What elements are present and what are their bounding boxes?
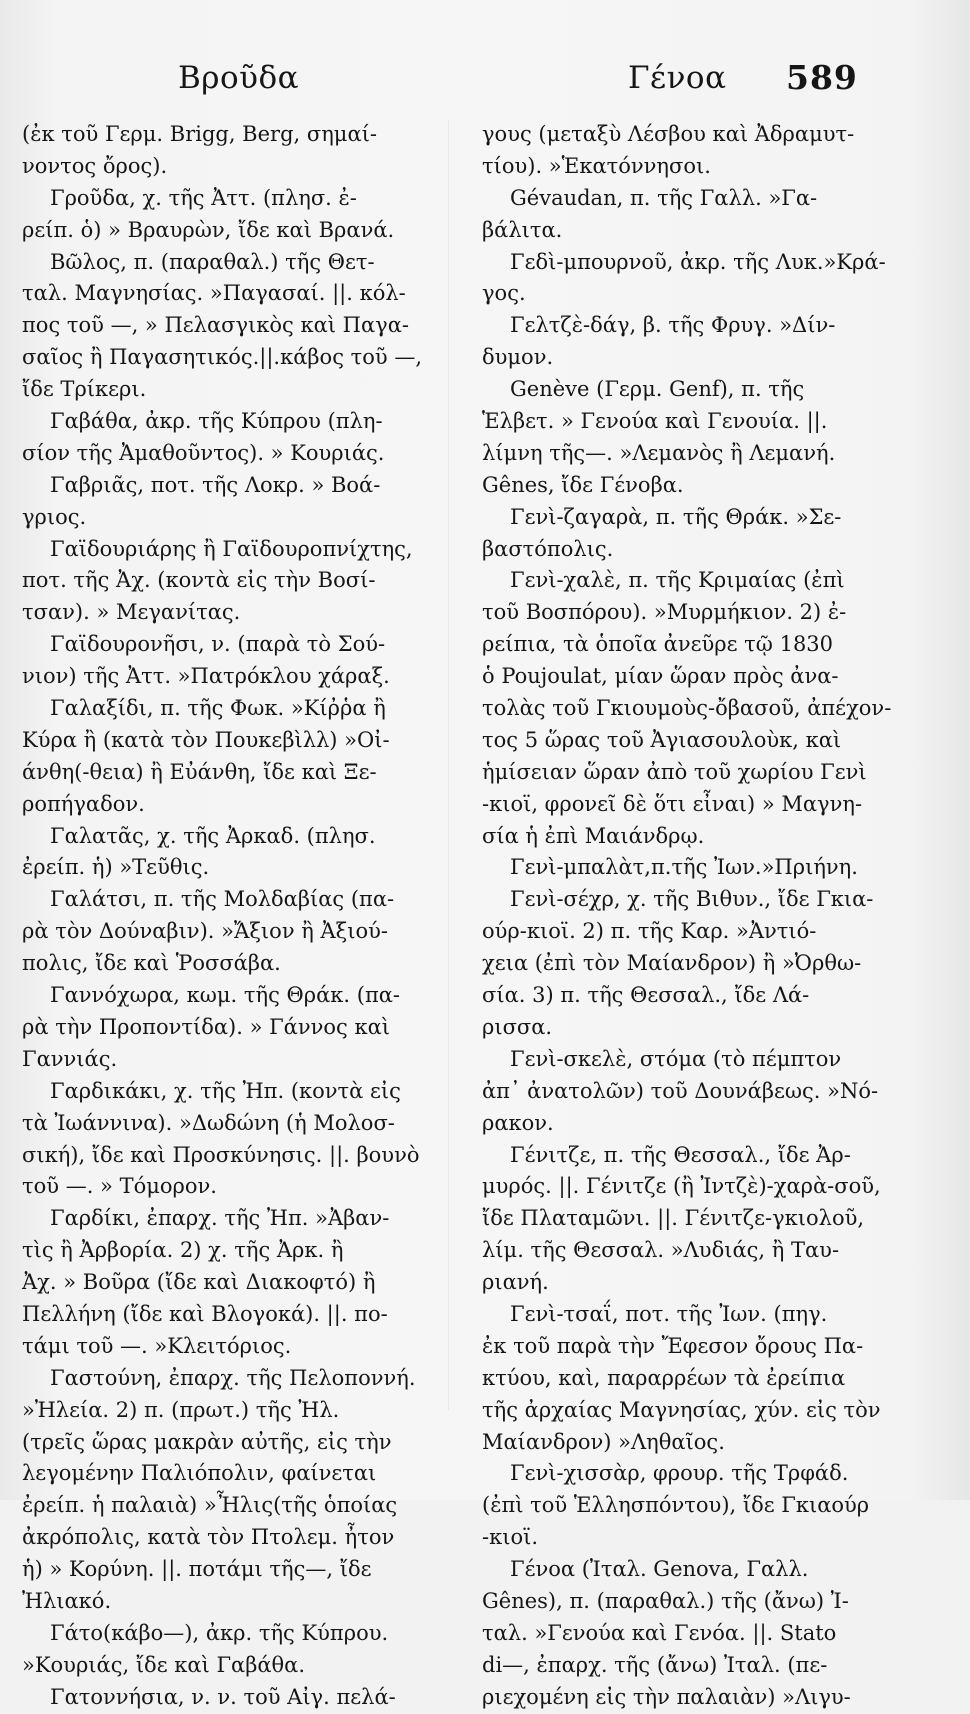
text-line: γος. (482, 281, 526, 306)
text-line: »Κουριάς, ἴδε καὶ Γαβάθα. (22, 1652, 306, 1677)
text-line: Γαρδίκι, ἐπαρχ. τῆς Ἠπ. »Ἀβαν- (50, 1206, 390, 1231)
text-line: Γενὶ-χαλὲ, π. τῆς Κριμαίας (ἐπὶ (510, 568, 845, 593)
text-line: γριος. (22, 504, 87, 529)
text-line: ἀκρόπολις, κατὰ τὸν Πτολεμ. ἦτον (22, 1525, 395, 1550)
text-line: Γαλάτσι, π. τῆς Μολδαβίας (πα- (50, 887, 395, 912)
text-line: Gévaudan, π. τῆς Γαλλ. »Γα- (510, 185, 818, 210)
right-text-column (482, 119, 902, 1714)
text-line: ἡμίσειαν ὥραν ἀπὸ τοῦ χωρίου Γενὶ (482, 759, 867, 784)
text-line: Γενὶ-τσαΐ, ποτ. τῆς Ἰων. (πηγ. (510, 1301, 828, 1326)
left-text-column (22, 119, 432, 1714)
text-line: λίμ. τῆς Θεσσαλ. »Λυδιάς, ἢ Ταυ- (482, 1238, 840, 1263)
text-line: πολις, ἴδε καὶ Ῥοσσάβα. (22, 951, 281, 976)
text-line: Γάτο(κάβο—), ἀκρ. τῆς Κύπρου. (50, 1620, 389, 1645)
text-line: (τρεῖς ὥρας μακρὰν αὐτῆς, εἰς τὴν (22, 1429, 392, 1454)
text-line: ριεχομένη εἰς τὴν παλαιὰν) »Λιγυ- (482, 1684, 851, 1709)
text-line: Γαϊδουριάρης ἢ Γαϊδουροπνίχτης, (50, 536, 413, 561)
text-line: Γένιτζε, π. τῆς Θεσσαλ., ἴδε Ἀρ- (510, 1142, 851, 1167)
text-line: μυρός. ||. Γένιτζε (ἢ Ἰντζὲ)-χαρὰ-σοῦ, (482, 1174, 881, 1199)
text-line: ταλ. »Γενούα καὶ Γενόα. ||. Stato (482, 1620, 837, 1645)
text-line: Γροῦδα, χ. τῆς Ἀττ. (πλησ. ἐ- (50, 185, 357, 210)
text-line: Γαβριᾶς, ποτ. τῆς Λοκρ. » Βοά- (50, 472, 381, 497)
text-line: Γενὶ-ζαγαρὰ, π. τῆς Θράκ. »Σε- (510, 504, 842, 529)
text-line: Γένοα (Ἰταλ. Genova, Γαλλ. (510, 1557, 809, 1582)
text-line: γους (μεταξὺ Λέσβου καὶ Ἀδραμυτ- (482, 122, 855, 146)
text-line: λεγομένην Παλιόπολιν, φαίνεται (22, 1461, 377, 1486)
text-line: σία. 3) π. τῆς Θεσσαλ., ἴδε Λά- (482, 983, 810, 1008)
header-left-word: Βροῦδα (178, 60, 300, 96)
text-line: Γαβάθα, ἀκρ. τῆς Κύπρου (πλη- (50, 409, 383, 434)
text-line: ἀπ᾿ ἀνατολῶν) τοῦ Δουνάβεως. »Νό- (482, 1078, 879, 1103)
text-line: ούρ-κιοϊ. 2) π. τῆς Καρ. »Ἀντιό- (482, 919, 817, 944)
text-line: Γενὶ-σκελὲ, στόμα (τὸ πέμπτον (510, 1046, 842, 1071)
text-line: ρισσα. (482, 1014, 553, 1039)
text-line: »Ἠλεία. 2) π. (πρωτ.) τῆς Ἠλ. (22, 1397, 340, 1422)
text-line: ρακον. (482, 1110, 554, 1135)
text-line: ρείπ. ὁ) » Βραυρὼν, ἴδε καὶ Βρανά. (22, 217, 395, 242)
text-line: τοῦ Βοσπόρου). »Μυρμήκιον. 2) ἐ- (482, 600, 847, 625)
text-line: Μαίανδρον) »Ληθαῖος. (482, 1429, 725, 1454)
text-line: ριανή. (482, 1270, 549, 1295)
text-line: Γαννόχωρα, κωμ. τῆς Θράκ. (πα- (50, 983, 401, 1008)
text-line: τίου). »Ἑκατόννησοι. (482, 153, 711, 178)
text-line: σική), ἴδε καὶ Προσκύνησις. ||. βουνὸ (22, 1142, 420, 1167)
text-line: Genève (Γερμ. Genf), π. τῆς (510, 377, 805, 402)
text-line: Gênes, ἴδε Γένοβα. (482, 472, 684, 497)
text-line: Γαλατᾶς, χ. τῆς Ἀρκαδ. (πλησ. (50, 823, 376, 848)
text-line: δυμον. (482, 345, 554, 370)
text-line: ρὰ τὴν Προποντίδα). » Γάννος καὶ (22, 1014, 391, 1039)
text-line: τολὰς τοῦ Γκιουμοὺς-ὄβασοῦ, ἀπέχον- (482, 696, 892, 721)
text-line: Κύρα ἢ (κατὰ τὸν Πουκεβὶλλ) »Οἰ- (22, 727, 390, 752)
page-number: 589 (786, 58, 858, 97)
text-line: τος 5 ὥρας τοῦ Ἀγιασουλοὺκ, καὶ (482, 727, 842, 752)
text-line: Γαρδικάκι, χ. τῆς Ἠπ. (κοντὰ εἰς (50, 1078, 401, 1103)
text-line: κτύου, καὶ, παραρρέων τὰ ἐρείπια (482, 1365, 846, 1390)
text-line: βάλιτα. (482, 217, 563, 242)
text-line: ἐρείπ. ἡ παλαιὰ) »Ἦλις(τῆς ὁποίας (22, 1493, 398, 1518)
text-line: Γεδὶ-μπουρνοῦ, ἀκρ. τῆς Λυκ.»Κρά- (510, 249, 886, 274)
text-line: di—, ἐπαρχ. τῆς (ἄνω) Ἰταλ. (πε- (482, 1652, 828, 1677)
text-line: ὁ Poujoulat, μίαν ὥραν πρὸς ἀνα- (482, 664, 839, 689)
text-line: Πελλήνη (ἴδε καὶ Βλογοκά). ||. πο- (22, 1301, 388, 1326)
running-header (0, 60, 970, 110)
text-line: -κιοϊ, φρονεῖ δὲ ὅτι εἶναι) » Μαγνη- (482, 791, 863, 816)
text-line: νοντος ὄρος). (22, 153, 168, 178)
text-line: ποτ. τῆς Ἀχ. (κοντὰ εἰς τὴν Βοσί- (22, 568, 376, 593)
text-line: -κιοϊ. (482, 1525, 539, 1550)
text-line: ἴδε Τρίκερι. (22, 377, 147, 402)
text-line: Γατοννήσια, ν. ν. τοῦ Αἰγ. πελά- (50, 1684, 396, 1709)
text-line: Ἑλβετ. » Γενούα καὶ Γενουία. ||. (482, 409, 828, 434)
text-line: λίμνη τῆς—. »Λεμανὸς ἢ Λεμανή. (482, 440, 836, 465)
text-line: Γενὶ-χισσὰρ, φρουρ. τῆς Τρφάδ. (510, 1461, 849, 1486)
text-line: σαῖος ἢ Παγασητικός.||.κάβος τοῦ —, (22, 345, 423, 370)
text-line: τῆς ἀρχαίας Μαγνησίας, χύν. εἰς τὸν (482, 1397, 881, 1422)
text-line: Γαστούνη, ἐπαρχ. τῆς Πελοποννή. (50, 1365, 416, 1390)
text-line: ρὰ τὸν Δούναβιν). »Ἄξιον ἢ Ἀξιού- (22, 919, 388, 944)
header-center-word: Γένοα (628, 60, 727, 96)
text-line: Gênes), π. (παραθαλ.) τῆς (ἄνω) Ἰ- (482, 1588, 849, 1613)
text-line: τὰ Ἰωάννινα). »Δωδώνη (ἡ Μολοσ- (22, 1110, 395, 1135)
text-line: Γαννιάς. (22, 1046, 118, 1071)
text-line: Γαϊδουρονῆσι, ν. (παρὰ τὸ Σού- (50, 632, 386, 657)
text-line: τσαν). » Μεγανίτας. (22, 600, 241, 625)
text-line: ἐρείπ. ἡ) »Τεῦθις. (22, 855, 210, 880)
text-line: Γενὶ-σέχρ, χ. τῆς Βιθυν., ἴδε Γκια- (510, 887, 874, 912)
text-line: τοῦ —. » Τόμορον. (22, 1174, 217, 1199)
text-line: Γαλαξίδι, π. τῆς Φωκ. »Κίῤῥα ἢ (50, 696, 386, 721)
text-line: Ἀχ. » Βοῦρα (ἴδε καὶ Διακοφτό) ἢ (22, 1270, 376, 1295)
text-line: ἐκ τοῦ παρὰ τὴν Ἔφεσον ὄρους Πα- (482, 1333, 864, 1358)
text-line: σίον τῆς Ἀμαθοῦντος). » Κουριάς. (22, 440, 385, 465)
text-line: (ἐπὶ τοῦ Ἑλλησπόντου), ἴδε Γκιαούρ (482, 1493, 870, 1518)
text-line: Βῶλος, π. (παραθαλ.) τῆς Θετ- (50, 249, 375, 274)
text-line: ἡ) » Κορύνη. ||. ποτάμι τῆς—, ἴδε (22, 1557, 372, 1582)
text-line: χεια (ἐπὶ τὸν Μαίανδρον) ἢ »Ὀρθω- (482, 951, 862, 976)
text-line: Γελτζὲ-δάγ, β. τῆς Φρυγ. »Δίν- (510, 313, 836, 338)
text-line: ταλ. Μαγνησίας. »Παγασαί. ||. κόλ- (22, 281, 406, 306)
text-line: άνθη(-θεια) ἢ Εὐάνθη, ἴδε καὶ Ξε- (22, 759, 377, 784)
text-line: ἴδε Πλαταμῶνι. ||. Γένιτζε-γκιολοῦ, (482, 1206, 865, 1231)
text-line: ρείπια, τὰ ὁποῖα ἀνεῦρε τῷ 1830 (482, 632, 834, 657)
text-line: ροπήγαδον. (22, 791, 145, 816)
text-line: (ἐκ τοῦ Γερμ. Brigg, Berg, σημαί- (22, 122, 377, 146)
text-line: σία ἡ ἐπὶ Μαιάνδρῳ. (482, 823, 705, 848)
text-line: τὶς ἢ Ἀρβορία. 2) χ. τῆς Ἀρκ. ἢ (22, 1238, 344, 1263)
text-line: βαστόπολις. (482, 536, 614, 561)
text-line: νιον) τῆς Ἀττ. »Πατρόκλου χάραξ. (22, 664, 390, 689)
text-line: πος τοῦ —, » Πελασγικὸς καὶ Παγα- (22, 313, 410, 338)
column-gutter (448, 120, 449, 1410)
text-line: Γενὶ-μπαλὰτ,π.τῆς Ἰων.»Πριήνη. (510, 855, 858, 880)
text-line: τάμι τοῦ —. »Κλειτόριος. (22, 1333, 292, 1358)
text-line: Ἠλιακό. (22, 1588, 112, 1613)
